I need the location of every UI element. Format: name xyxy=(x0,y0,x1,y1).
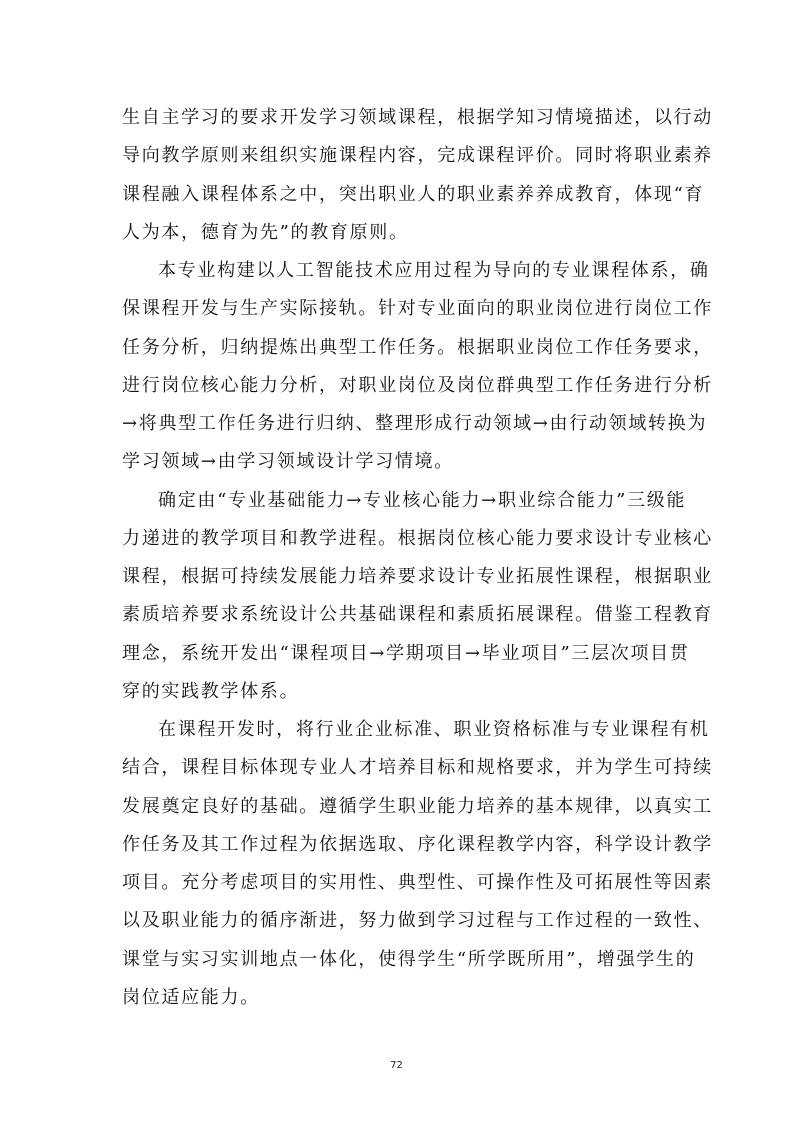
text-line: 力递进的教学项目和教学进程。根据岗位核心能力要求设计专业核心 xyxy=(122,528,713,549)
text-line: 岗位适应能力。 xyxy=(122,987,260,1008)
text-line: 项目。充分考虑项目的实用性、典型性、可操作性及可拓展性等因素 xyxy=(122,872,713,893)
text-line: 课堂与实习实训地点一体化，使得学生“所学既所用”，增强学生的 xyxy=(122,949,696,970)
page-number: 72 xyxy=(390,1060,403,1071)
text-line: 素质培养要求系统设计公共基础课程和素质拓展课程。借鉴工程教育 xyxy=(122,604,713,625)
text-line: 以及职业能力的循序渐进，努力做到学习过程与工作过程的一致性、 xyxy=(122,910,713,931)
text-line: 穿的实践教学体系。 xyxy=(122,681,300,702)
text-line: 发展奠定良好的基础。遵循学生职业能力培养的基本规律，以真实工 xyxy=(122,796,713,817)
text-line: 在课程开发时，将行业企业标准、职业资格标准与专业课程有机 xyxy=(158,719,710,740)
text-line: 进行岗位核心能力分析，对职业岗位及岗位群典型工作任务进行分析 xyxy=(122,375,713,396)
text-line: 本专业构建以人工智能技术应用过程为导向的专业课程体系，确 xyxy=(158,260,710,281)
text-line: 保课程开发与生产实际接轨。针对专业面向的职业岗位进行岗位工作 xyxy=(122,298,713,319)
text-line: 导向教学原则来组织实施课程内容，完成课程评价。同时将职业素养 xyxy=(122,145,713,166)
text-line: 任务分析，归纳提炼出典型工作任务。根据职业岗位工作任务要求， xyxy=(122,337,713,358)
text-line: 生自主学习的要求开发学习领域课程，根据学知习情境描述，以行动 xyxy=(122,107,713,128)
text-line: 确定由“专业基础能力→专业核心能力→职业综合能力”三级能 xyxy=(158,490,687,511)
text-line: 学习领域→由学习领域设计学习情境。 xyxy=(122,451,454,472)
text-line: 课程，根据可持续发展能力培养要求设计专业拓展性课程，根据职业 xyxy=(122,566,713,587)
text-line: 作任务及其工作过程为依据选取、序化课程教学内容，科学设计教学 xyxy=(122,834,713,855)
text-line: 理念，系统开发出“课程项目→学期项目→毕业项目”三层次项目贯 xyxy=(122,643,690,664)
text-line: 结合，课程目标体现专业人才培养目标和规格要求，并为学生可持续 xyxy=(122,757,713,778)
text-line: 人为本，德育为先”的教育原则。 xyxy=(122,222,409,243)
text-line: →将典型工作任务进行归纳、整理形成行动领域→由行动领域转换为 xyxy=(122,413,708,434)
text-line: 课程融入课程体系之中，突出职业人的职业素养养成教育，体现“育 xyxy=(122,184,705,205)
